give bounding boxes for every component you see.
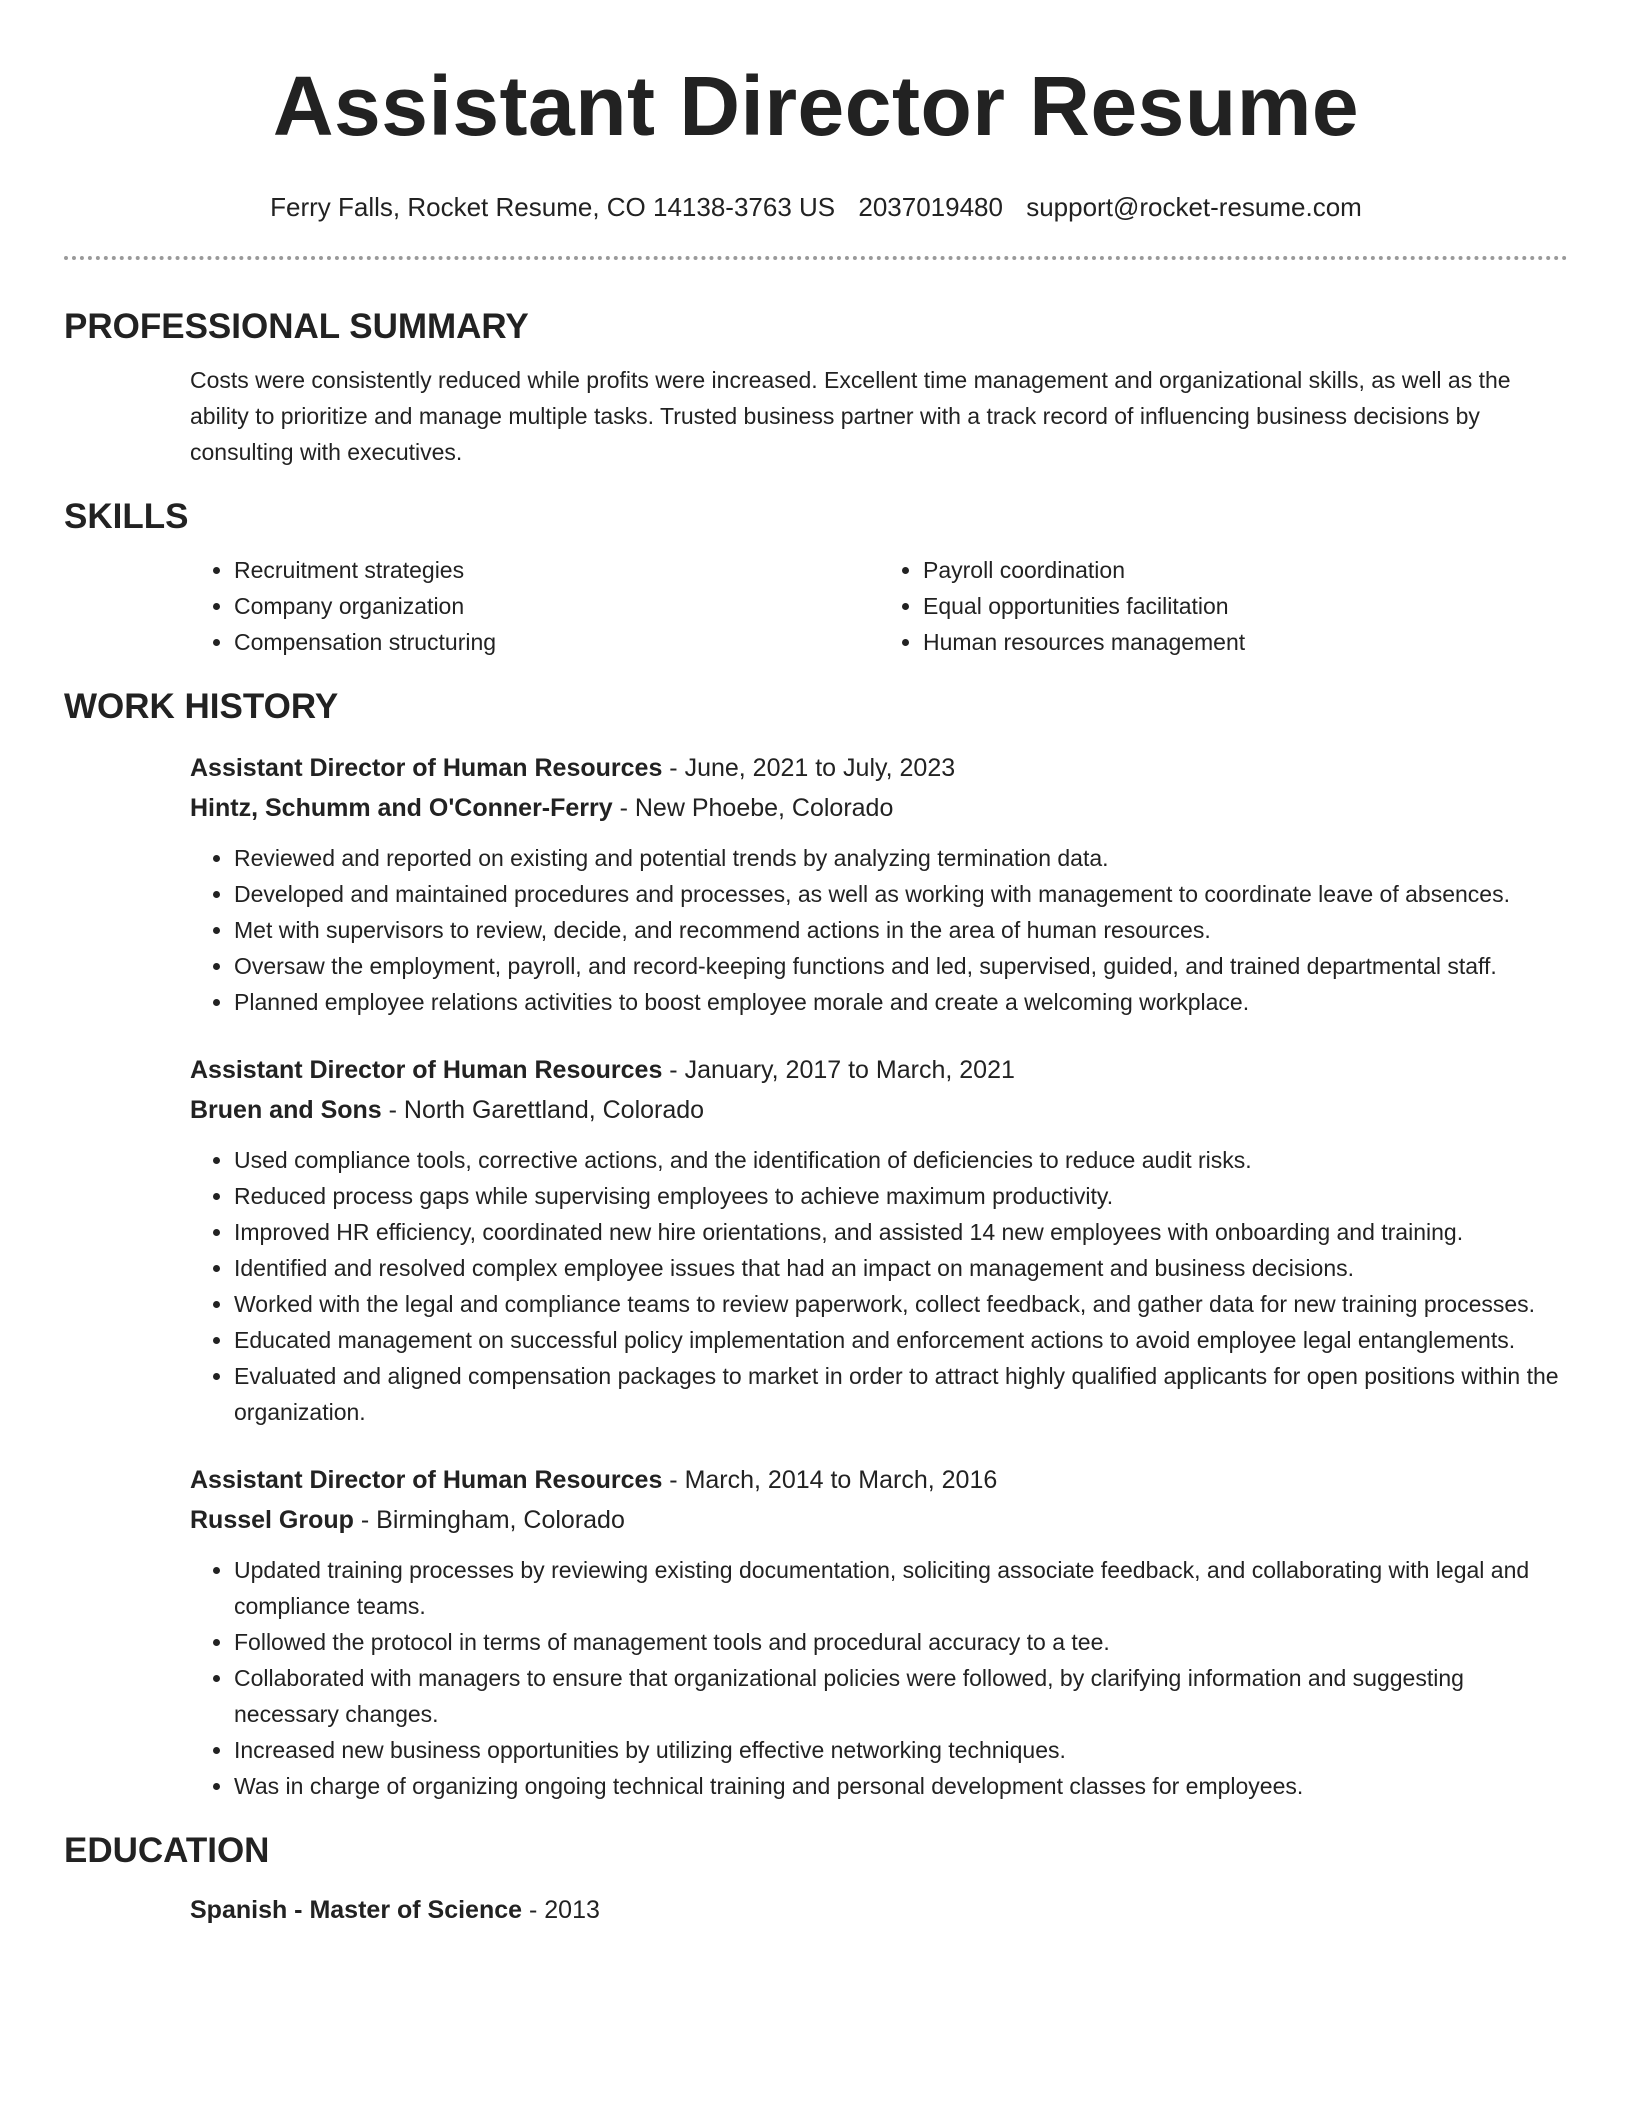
education-entry	[190, 1890, 1568, 1930]
contact-address: Ferry Falls, Rocket Resume, CO 14138-3763 US	[270, 192, 836, 222]
education-degree: Spanish - Master of Science	[190, 1896, 523, 1924]
skill-item: • Recruitment strategies	[234, 552, 879, 588]
job-location: - New Phoebe, Colorado	[612, 794, 894, 822]
skill-item: • Equal opportunities facilitation	[923, 588, 1568, 624]
skills-section	[64, 552, 1568, 660]
skills-column-left	[190, 552, 879, 660]
job-dates: - January, 2017 to March, 2021	[662, 1056, 1015, 1084]
job-entry	[190, 1050, 1568, 1430]
job-company: Hintz, Schumm and O'Conner-Ferry	[190, 794, 613, 822]
education-section	[64, 1890, 1568, 1930]
job-company: Bruen and Sons	[190, 1096, 382, 1124]
job-bullet: • Improved HR efficiency, coordinated new hire orientations, and assisted 14 new employees with onboarding and training.	[234, 1214, 1568, 1250]
job-title-line	[190, 1460, 1568, 1500]
job-bullet: • Met with supervisors to review, decide, and recommend actions in the area of human resources.	[234, 912, 1568, 948]
job-entry	[190, 1460, 1568, 1804]
job-dates: - June, 2021 to July, 2023	[662, 754, 956, 782]
job-bullet: • Was in charge of organizing ongoing technical training and personal development classes for employees.	[234, 1768, 1568, 1804]
job-bullet: • Collaborated with managers to ensure that organizational policies were followed, by clarifying information and suggesting necessary changes.	[234, 1660, 1568, 1732]
work-history-section	[64, 748, 1568, 1804]
contact-phone: 2037019480	[858, 192, 1003, 222]
job-dates: - March, 2014 to March, 2016	[662, 1466, 998, 1494]
job-bullet: • Educated management on successful policy implementation and enforcement actions to avoid employee legal entanglements.	[234, 1322, 1568, 1358]
job-bullet: • Identified and resolved complex employee issues that had an impact on management and business decisions.	[234, 1250, 1568, 1286]
job-role: Assistant Director of Human Resources	[190, 1056, 663, 1084]
job-company-line	[190, 1090, 1568, 1130]
job-bullet: • Updated training processes by reviewing existing documentation, soliciting associate feedback, and collaborating with legal and compliance teams.	[234, 1552, 1568, 1624]
job-bullets	[190, 840, 1568, 1020]
job-location: - Birmingham, Colorado	[353, 1506, 625, 1534]
skill-item: • Human resources management	[923, 624, 1568, 660]
job-bullet: • Worked with the legal and compliance teams to review paperwork, collect feedback, and gather data for new training processes.	[234, 1286, 1568, 1322]
skill-item: • Payroll coordination	[923, 552, 1568, 588]
education-year: - 2013	[522, 1896, 600, 1924]
contact-email: support@rocket-resume.com	[1026, 192, 1362, 222]
work-history-heading: WORK HISTORY	[64, 687, 339, 726]
job-company: Russel Group	[190, 1506, 354, 1534]
skill-item: • Compensation structuring	[234, 624, 879, 660]
job-company-line	[190, 1500, 1568, 1540]
job-bullet: • Reduced process gaps while supervising employees to achieve maximum productivity.	[234, 1178, 1568, 1214]
job-bullet: • Evaluated and aligned compensation packages to market in order to attract highly qualified applicants for open positions within the organization.	[234, 1358, 1568, 1430]
header-divider	[64, 256, 1568, 260]
summary-section	[64, 362, 1568, 470]
skills-heading: SKILLS	[64, 497, 189, 536]
skills-column-right	[879, 552, 1568, 660]
job-bullet: • Planned employee relations activities to boost employee morale and create a welcoming workplace.	[234, 984, 1568, 1020]
education-heading: EDUCATION	[64, 1831, 270, 1870]
job-bullet: • Followed the protocol in terms of management tools and procedural accuracy to a tee.	[234, 1624, 1568, 1660]
job-bullet: • Oversaw the employment, payroll, and record-keeping functions and led, supervised, guided, and trained departmental staff.	[234, 948, 1568, 984]
job-entry	[190, 748, 1568, 1020]
job-bullet: • Reviewed and reported on existing and potential trends by analyzing termination data.	[234, 840, 1568, 876]
job-role: Assistant Director of Human Resources	[190, 754, 663, 782]
summary-heading: PROFESSIONAL SUMMARY	[64, 307, 529, 346]
job-bullet: • Developed and maintained procedures and processes, as well as working with management to coordinate leave of absences.	[234, 876, 1568, 912]
contact-line	[64, 192, 1568, 222]
job-role: Assistant Director of Human Resources	[190, 1466, 663, 1494]
resume-title: Assistant Director Resume	[272, 59, 1360, 153]
skills-grid	[190, 552, 1568, 660]
skill-item: • Company organization	[234, 588, 879, 624]
job-location: - North Garettland, Colorado	[381, 1096, 705, 1124]
job-bullets	[190, 1142, 1568, 1430]
job-bullet: • Used compliance tools, corrective actions, and the identification of deficiencies to reduce audit risks.	[234, 1142, 1568, 1178]
job-title-line	[190, 1050, 1568, 1090]
job-bullets	[190, 1552, 1568, 1804]
job-bullet: • Increased new business opportunities by utilizing effective networking techniques.	[234, 1732, 1568, 1768]
job-company-line	[190, 788, 1568, 828]
summary-text: Costs were consistently reduced while profits were increased. Excellent time management and organizational skills, as well as the ability to prioritize and manage multiple tasks. Trusted business partner with a track record of influencing business decisions by consulting with executives.	[190, 367, 1511, 465]
job-title-line	[190, 748, 1568, 788]
